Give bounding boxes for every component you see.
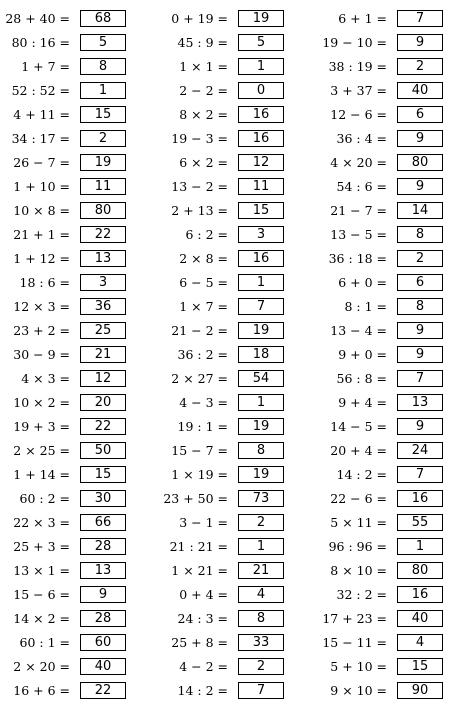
problem-row <box>134 56 284 80</box>
problem-row <box>0 608 126 632</box>
answer-box[interactable]: 15 <box>397 658 443 675</box>
problem-row <box>0 488 126 512</box>
problem-expression: 15 − 7 = <box>171 443 228 458</box>
answer-box[interactable]: 5 <box>238 34 284 51</box>
problem-row <box>0 32 126 56</box>
problem-row <box>134 248 284 272</box>
problem-expression: 19 − 3 = <box>171 131 228 146</box>
problem-row <box>293 8 443 32</box>
problem-expression: 5 + 10 = <box>330 659 387 674</box>
problem-row <box>134 488 284 512</box>
problem-row <box>0 680 126 704</box>
problem-row <box>0 464 126 488</box>
problem-expression: 56 : 8 = <box>336 371 387 386</box>
answer-box[interactable]: 19 <box>80 154 126 171</box>
answer-box[interactable]: 15 <box>238 202 284 219</box>
problem-row <box>293 464 443 488</box>
answer-box[interactable]: 1 <box>238 58 284 75</box>
problem-row <box>293 296 443 320</box>
problem-row <box>293 536 443 560</box>
answer-box[interactable]: 28 <box>80 538 126 555</box>
problem-expression: 2 + 13 = <box>171 203 228 218</box>
problem-expression: 5 × 11 = <box>330 515 387 530</box>
problem-expression: 13 − 4 = <box>330 323 387 338</box>
problem-row <box>0 272 126 296</box>
answer-box[interactable]: 80 <box>80 202 126 219</box>
problem-row <box>293 152 443 176</box>
problem-expression: 60 : 1 = <box>19 635 70 650</box>
problem-row <box>0 416 126 440</box>
problem-row <box>293 512 443 536</box>
problem-row <box>0 368 126 392</box>
problem-expression: 9 + 4 = <box>338 395 387 410</box>
problem-expression: 45 : 9 = <box>177 35 228 50</box>
problem-row <box>293 128 443 152</box>
problem-expression: 9 × 10 = <box>330 683 387 698</box>
answer-box[interactable]: 7 <box>238 298 284 315</box>
answer-box[interactable]: 9 <box>397 34 443 51</box>
problem-row <box>0 56 126 80</box>
problem-expression: 22 − 6 = <box>330 491 387 506</box>
answer-box[interactable]: 8 <box>238 610 284 627</box>
problem-expression: 2 × 27 = <box>171 371 228 386</box>
problem-expression: 25 + 8 = <box>171 635 228 650</box>
answer-box[interactable]: 68 <box>80 10 126 27</box>
answer-box[interactable]: 7 <box>238 682 284 699</box>
problem-row <box>293 200 443 224</box>
problem-row <box>134 584 284 608</box>
answer-box[interactable]: 7 <box>397 466 443 483</box>
problem-expression: 23 + 50 = <box>163 491 228 506</box>
problem-row <box>293 80 443 104</box>
answer-box[interactable]: 6 <box>397 274 443 291</box>
answer-box[interactable]: 9 <box>397 346 443 363</box>
answer-box[interactable]: 22 <box>80 226 126 243</box>
problem-expression: 19 : 1 = <box>177 419 228 434</box>
problem-expression: 15 − 11 = <box>322 635 387 650</box>
answer-box[interactable]: 8 <box>238 442 284 459</box>
answer-box[interactable]: 11 <box>238 178 284 195</box>
problem-row <box>293 56 443 80</box>
answer-box[interactable]: 7 <box>397 10 443 27</box>
answer-box[interactable]: 40 <box>80 658 126 675</box>
problem-row <box>134 104 284 128</box>
problem-expression: 4 × 3 = <box>21 371 70 386</box>
answer-box[interactable]: 60 <box>80 634 126 651</box>
problem-row <box>0 224 126 248</box>
problem-expression: 4 × 20 = <box>330 155 387 170</box>
problem-row <box>0 248 126 272</box>
problem-expression: 14 − 5 = <box>330 419 387 434</box>
problem-expression: 21 : 21 = <box>169 539 228 554</box>
problem-expression: 6 − 5 = <box>179 275 228 290</box>
answer-box[interactable]: 30 <box>80 490 126 507</box>
answer-box[interactable]: 16 <box>397 586 443 603</box>
problem-row <box>293 272 443 296</box>
answer-box[interactable]: 1 <box>80 82 126 99</box>
answer-box[interactable]: 1 <box>238 394 284 411</box>
answer-box[interactable]: 14 <box>397 202 443 219</box>
worksheet-column-2 <box>134 8 284 704</box>
answer-box[interactable]: 50 <box>80 442 126 459</box>
problem-expression: 23 + 2 = <box>13 323 70 338</box>
problem-row <box>134 176 284 200</box>
problem-expression: 13 − 2 = <box>171 179 228 194</box>
problem-row <box>293 608 443 632</box>
problem-row <box>0 104 126 128</box>
answer-box[interactable]: 90 <box>397 682 443 699</box>
answer-box[interactable]: 2 <box>397 58 443 75</box>
problem-expression: 12 × 3 = <box>13 299 70 314</box>
problem-row <box>293 488 443 512</box>
problem-row <box>134 512 284 536</box>
problem-expression: 8 : 1 = <box>344 299 387 314</box>
problem-row <box>134 200 284 224</box>
problem-row <box>134 464 284 488</box>
problem-row <box>0 392 126 416</box>
problem-row <box>134 152 284 176</box>
problem-row <box>293 32 443 56</box>
problem-row <box>293 560 443 584</box>
problem-expression: 14 : 2 = <box>177 683 228 698</box>
problem-expression: 3 + 37 = <box>330 83 387 98</box>
answer-box[interactable]: 12 <box>238 154 284 171</box>
answer-box[interactable]: 2 <box>397 250 443 267</box>
problem-expression: 4 + 11 = <box>13 107 70 122</box>
answer-box[interactable]: 3 <box>238 226 284 243</box>
problem-expression: 20 + 4 = <box>330 443 387 458</box>
problem-row <box>0 176 126 200</box>
problem-expression: 1 × 21 = <box>171 563 228 578</box>
answer-box[interactable]: 9 <box>397 418 443 435</box>
problem-expression: 12 − 6 = <box>330 107 387 122</box>
answer-box[interactable]: 9 <box>397 130 443 147</box>
answer-box[interactable]: 7 <box>397 370 443 387</box>
problem-row <box>134 392 284 416</box>
problem-expression: 6 + 1 = <box>338 11 387 26</box>
problem-expression: 8 × 10 = <box>330 563 387 578</box>
worksheet-column-3 <box>293 8 443 704</box>
problem-row <box>134 560 284 584</box>
answer-box[interactable]: 22 <box>80 418 126 435</box>
problem-expression: 2 − 2 = <box>179 83 228 98</box>
answer-box[interactable]: 55 <box>397 514 443 531</box>
problem-row <box>134 680 284 704</box>
answer-box[interactable]: 6 <box>397 106 443 123</box>
problem-expression: 4 − 3 = <box>179 395 228 410</box>
answer-box[interactable]: 16 <box>238 106 284 123</box>
answer-box[interactable]: 8 <box>80 58 126 75</box>
problem-expression: 2 × 8 = <box>179 251 228 266</box>
problem-expression: 32 : 2 = <box>336 587 387 602</box>
answer-box[interactable]: 8 <box>397 226 443 243</box>
answer-box[interactable]: 4 <box>238 586 284 603</box>
problem-row <box>134 8 284 32</box>
problem-row <box>134 608 284 632</box>
problem-expression: 9 + 0 = <box>338 347 387 362</box>
answer-box[interactable]: 1 <box>238 274 284 291</box>
problem-row <box>293 392 443 416</box>
problem-expression: 25 + 3 = <box>13 539 70 554</box>
problem-expression: 54 : 6 = <box>336 179 387 194</box>
problem-row <box>0 536 126 560</box>
problem-row <box>0 560 126 584</box>
problem-row <box>293 416 443 440</box>
answer-box[interactable]: 22 <box>80 682 126 699</box>
problem-row <box>293 632 443 656</box>
problem-row <box>134 296 284 320</box>
problem-row <box>134 32 284 56</box>
problem-row <box>293 320 443 344</box>
problem-expression: 18 : 6 = <box>19 275 70 290</box>
problem-expression: 36 : 4 = <box>336 131 387 146</box>
problem-row <box>0 128 126 152</box>
problem-expression: 3 − 1 = <box>179 515 228 530</box>
problem-expression: 6 : 2 = <box>185 227 228 242</box>
problem-expression: 21 − 7 = <box>330 203 387 218</box>
answer-box[interactable]: 40 <box>397 82 443 99</box>
problem-expression: 2 × 25 = <box>13 443 70 458</box>
problem-expression: 19 + 3 = <box>13 419 70 434</box>
answer-box[interactable]: 13 <box>397 394 443 411</box>
problem-expression: 96 : 96 = <box>328 539 387 554</box>
problem-row <box>134 128 284 152</box>
answer-box[interactable]: 16 <box>397 490 443 507</box>
answer-box[interactable]: 33 <box>238 634 284 651</box>
answer-box[interactable]: 18 <box>238 346 284 363</box>
problem-row <box>293 104 443 128</box>
answer-box[interactable]: 24 <box>397 442 443 459</box>
answer-box[interactable]: 13 <box>80 250 126 267</box>
problem-expression: 2 × 20 = <box>13 659 70 674</box>
problem-expression: 13 × 1 = <box>13 563 70 578</box>
problem-expression: 6 + 0 = <box>338 275 387 290</box>
problem-expression: 34 : 17 = <box>11 131 70 146</box>
problem-row <box>293 584 443 608</box>
answer-box[interactable]: 21 <box>238 562 284 579</box>
problem-expression: 0 + 19 = <box>171 11 228 26</box>
problem-row <box>293 176 443 200</box>
answer-box[interactable]: 16 <box>238 250 284 267</box>
problem-expression: 16 + 6 = <box>13 683 70 698</box>
problem-expression: 38 : 19 = <box>328 59 387 74</box>
problem-expression: 6 × 2 = <box>179 155 228 170</box>
problem-expression: 14 × 2 = <box>13 611 70 626</box>
problem-expression: 15 − 6 = <box>13 587 70 602</box>
problem-expression: 36 : 2 = <box>177 347 228 362</box>
problem-row <box>134 224 284 248</box>
problem-row <box>134 368 284 392</box>
answer-box[interactable]: 9 <box>397 178 443 195</box>
answer-box[interactable]: 80 <box>397 562 443 579</box>
problem-row <box>134 320 284 344</box>
answer-box[interactable]: 28 <box>80 610 126 627</box>
problem-row <box>293 440 443 464</box>
problem-expression: 14 : 2 = <box>336 467 387 482</box>
problem-expression: 60 : 2 = <box>19 491 70 506</box>
problem-row <box>0 80 126 104</box>
worksheet-column-1 <box>0 8 126 704</box>
problem-row <box>0 344 126 368</box>
problem-row <box>0 8 126 32</box>
answer-box[interactable]: 21 <box>80 346 126 363</box>
problem-expression: 21 − 2 = <box>171 323 228 338</box>
problem-expression: 24 : 3 = <box>177 611 228 626</box>
problem-expression: 30 − 9 = <box>13 347 70 362</box>
problem-row <box>0 656 126 680</box>
problem-row <box>134 80 284 104</box>
answer-box[interactable]: 1 <box>238 538 284 555</box>
problem-expression: 17 + 23 = <box>322 611 387 626</box>
answer-box[interactable]: 9 <box>80 586 126 603</box>
problem-expression: 36 : 18 = <box>328 251 387 266</box>
problem-row <box>134 632 284 656</box>
problem-row <box>0 296 126 320</box>
problem-expression: 1 + 7 = <box>21 59 70 74</box>
problem-row <box>134 536 284 560</box>
problem-row <box>134 272 284 296</box>
answer-box[interactable]: 25 <box>80 322 126 339</box>
answer-box[interactable]: 2 <box>80 130 126 147</box>
answer-box[interactable]: 19 <box>238 322 284 339</box>
answer-box[interactable]: 11 <box>80 178 126 195</box>
problem-expression: 1 × 7 = <box>179 299 228 314</box>
answer-box[interactable]: 19 <box>238 466 284 483</box>
problem-row <box>134 416 284 440</box>
problem-row <box>293 368 443 392</box>
problem-expression: 21 + 1 = <box>13 227 70 242</box>
problem-row <box>134 656 284 680</box>
problem-row <box>134 344 284 368</box>
answer-box[interactable]: 15 <box>80 466 126 483</box>
answer-box[interactable]: 8 <box>397 298 443 315</box>
answer-box[interactable]: 36 <box>80 298 126 315</box>
problem-expression: 0 + 4 = <box>179 587 228 602</box>
problem-row <box>134 440 284 464</box>
answer-box[interactable]: 13 <box>80 562 126 579</box>
problem-row <box>0 440 126 464</box>
answer-box[interactable]: 15 <box>80 106 126 123</box>
answer-box[interactable]: 80 <box>397 154 443 171</box>
answer-box[interactable]: 73 <box>238 490 284 507</box>
answer-box[interactable]: 12 <box>80 370 126 387</box>
answer-box[interactable]: 1 <box>397 538 443 555</box>
answer-box[interactable]: 3 <box>80 274 126 291</box>
answer-box[interactable]: 66 <box>80 514 126 531</box>
problem-row <box>293 656 443 680</box>
problem-expression: 1 × 1 = <box>179 59 228 74</box>
problem-expression: 1 × 19 = <box>171 467 228 482</box>
problem-expression: 4 − 2 = <box>179 659 228 674</box>
problem-expression: 1 + 12 = <box>13 251 70 266</box>
answer-box[interactable]: 5 <box>80 34 126 51</box>
answer-box[interactable]: 20 <box>80 394 126 411</box>
problem-expression: 80 : 16 = <box>11 35 70 50</box>
answer-box[interactable]: 54 <box>238 370 284 387</box>
problem-row <box>293 344 443 368</box>
problem-row <box>293 248 443 272</box>
answer-box[interactable]: 0 <box>238 82 284 99</box>
problem-row <box>0 152 126 176</box>
problem-row <box>0 512 126 536</box>
problem-row <box>293 224 443 248</box>
problem-row <box>0 632 126 656</box>
answer-box[interactable]: 2 <box>238 514 284 531</box>
problem-expression: 28 + 40 = <box>5 11 70 26</box>
problem-expression: 19 − 10 = <box>322 35 387 50</box>
answer-box[interactable]: 4 <box>397 634 443 651</box>
problem-row <box>0 200 126 224</box>
problem-expression: 52 : 52 = <box>11 83 70 98</box>
answer-box[interactable]: 40 <box>397 610 443 627</box>
answer-box[interactable]: 2 <box>238 658 284 675</box>
answer-box[interactable]: 16 <box>238 130 284 147</box>
problem-expression: 10 × 2 = <box>13 395 70 410</box>
problem-expression: 10 × 8 = <box>13 203 70 218</box>
answer-box[interactable]: 19 <box>238 10 284 27</box>
problem-expression: 8 × 2 = <box>179 107 228 122</box>
problem-expression: 22 × 3 = <box>13 515 70 530</box>
problem-row <box>0 584 126 608</box>
problem-expression: 13 − 5 = <box>330 227 387 242</box>
problem-row <box>0 320 126 344</box>
answer-box[interactable]: 9 <box>397 322 443 339</box>
problem-row <box>293 680 443 704</box>
problem-expression: 1 + 14 = <box>13 467 70 482</box>
problem-expression: 26 − 7 = <box>13 155 70 170</box>
answer-box[interactable]: 19 <box>238 418 284 435</box>
problem-expression: 1 + 10 = <box>13 179 70 194</box>
